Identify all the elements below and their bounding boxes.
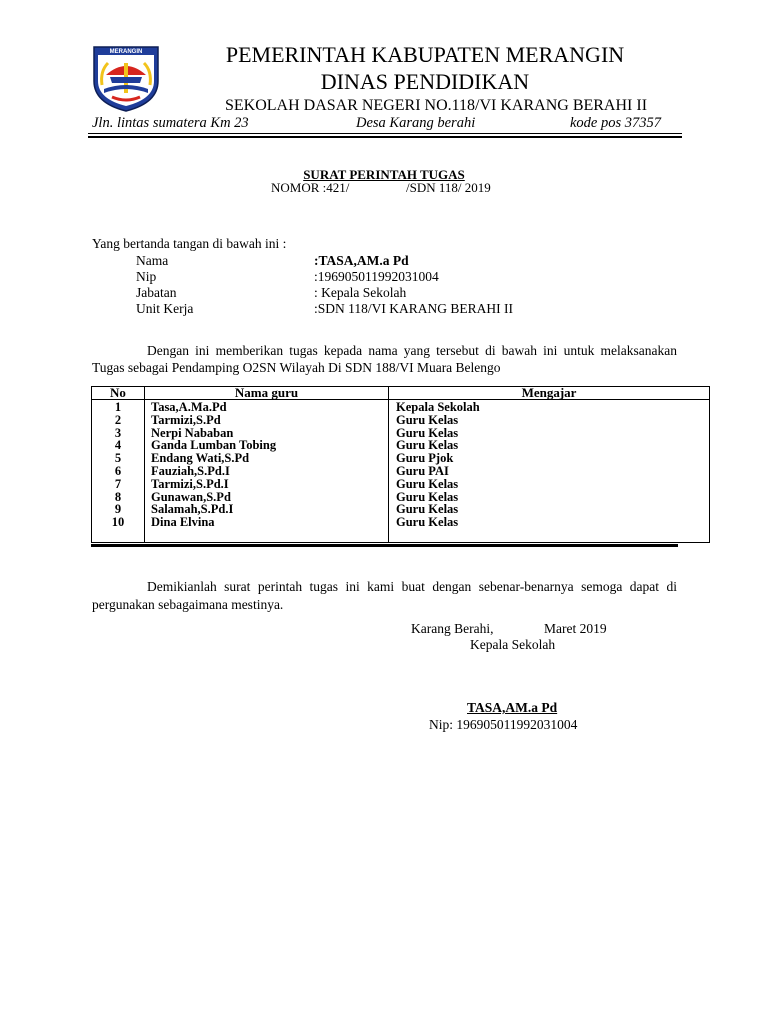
field-value-nip: :196905011992031004: [314, 269, 439, 284]
intro-text: Yang bertanda tangan di bawah ini :: [92, 236, 287, 251]
table-cell-mengajar: Kepala Sekolah: [396, 400, 480, 414]
table-cell-nama: Ganda Lumban Tobing: [151, 438, 277, 453]
letterhead-rule: [88, 133, 682, 134]
table-header-mengajar: Mengajar: [521, 385, 577, 400]
body-paragraph: Dengan ini memberikan tugas kepada nama yang tersebut di bawah ini untuk melaksanakan Tugas sebagai Pendamping O2SN Wilayah Di SDN 188/VI Muara Belengo: [92, 343, 677, 375]
field-value-unit-kerja: :SDN 118/VI KARANG BERAHI II: [314, 301, 513, 316]
table-header-no: No: [110, 385, 126, 400]
letter-number-label: NOMOR :421/: [271, 180, 350, 195]
field-label-nip: Nip: [136, 269, 157, 284]
table-cell-no: 5: [114, 451, 122, 466]
signature-date: Maret 2019: [544, 621, 607, 636]
letterhead-school: SEKOLAH DASAR NEGERI NO.118/VI KARANG BERAHI II: [224, 97, 648, 114]
table-cell-nama: Fauziah,S.Pd.I: [151, 464, 230, 478]
table-cell-nama: Tarmizi,S.Pd: [151, 412, 221, 427]
table-cell-no: 8: [114, 489, 122, 504]
table-cell-no: 6: [114, 464, 122, 478]
signature-nip: Nip: 196905011992031004: [429, 717, 578, 732]
table-cell-no: 4: [114, 438, 122, 453]
table-cell-mengajar: Guru Kelas: [396, 502, 459, 517]
regency-logo: [88, 41, 164, 113]
table-cell-no: 1: [114, 400, 122, 414]
letterhead-rule-thick: [88, 136, 682, 138]
table-column-divider: [144, 387, 145, 542]
signature-place: Karang Berahi,: [411, 621, 494, 636]
field-value-jabatan: : Kepala Sekolah: [314, 285, 407, 300]
table-column-divider: [388, 387, 389, 542]
letter-title: SURAT PERINTAH TUGAS: [303, 167, 465, 182]
table-cell-no: 9: [114, 502, 122, 517]
table-cell-mengajar: Guru Kelas: [396, 476, 459, 491]
table-cell-nama: Dina Elvina: [151, 515, 215, 530]
table-cell-mengajar: Guru PAI: [396, 464, 449, 478]
letter-number-suffix: /SDN 118/ 2019: [406, 180, 491, 195]
table-cell-nama: Endang Wati,S.Pd: [151, 451, 250, 466]
address-postal: kode pos 37357: [570, 115, 662, 131]
table-cell-no: 3: [114, 425, 122, 440]
address-street: Jln. lintas sumatera Km 23: [92, 115, 249, 131]
table-cell-nama: Tasa,A.Ma.Pd: [151, 400, 227, 414]
letterhead-government: PEMERINTAH KABUPATEN MERANGIN: [225, 42, 625, 67]
signature-position: Kepala Sekolah: [470, 637, 556, 652]
signature-name: TASA,AM.a Pd: [467, 700, 558, 715]
table-bottom-rule: [91, 544, 678, 547]
address-village: Desa Karang berahi: [356, 115, 476, 131]
table-cell-mengajar: Guru Pjok: [396, 451, 454, 466]
table-cell-no: 10: [111, 515, 125, 530]
letterhead-department: DINAS PENDIDIKAN: [320, 69, 530, 94]
field-value-nama: :TASA,AM.a Pd: [314, 253, 409, 268]
table-cell-mengajar: Guru Kelas: [396, 515, 459, 530]
table-cell-nama: Salamah,S.Pd.I: [151, 502, 234, 517]
table-cell-nama: Nerpi Nababan: [151, 425, 234, 440]
table-cell-mengajar: Guru Kelas: [396, 489, 459, 504]
table-cell-no: 2: [114, 412, 122, 427]
table-header-nama: Nama guru: [234, 385, 299, 400]
field-label-nama: Nama: [136, 253, 169, 268]
table-cell-mengajar: Guru Kelas: [396, 438, 459, 453]
closing-paragraph: Demikianlah surat perintah tugas ini kami buat dengan sebenar-benarnya semoga dapat di pergunakan sebagaimana mestinya.: [92, 579, 677, 612]
table-cell-nama: Tarmizi,S.Pd.I: [151, 476, 229, 491]
table-cell-nama: Gunawan,S.Pd: [151, 489, 231, 504]
table-cell-mengajar: Guru Kelas: [396, 412, 459, 427]
field-label-jabatan: Jabatan: [136, 285, 177, 300]
table-cell-no: 7: [114, 476, 122, 491]
table-cell-mengajar: Guru Kelas: [396, 425, 459, 440]
field-label-unit-kerja: Unit Kerja: [136, 301, 194, 316]
logo-text: MERANGIN: [109, 49, 143, 55]
